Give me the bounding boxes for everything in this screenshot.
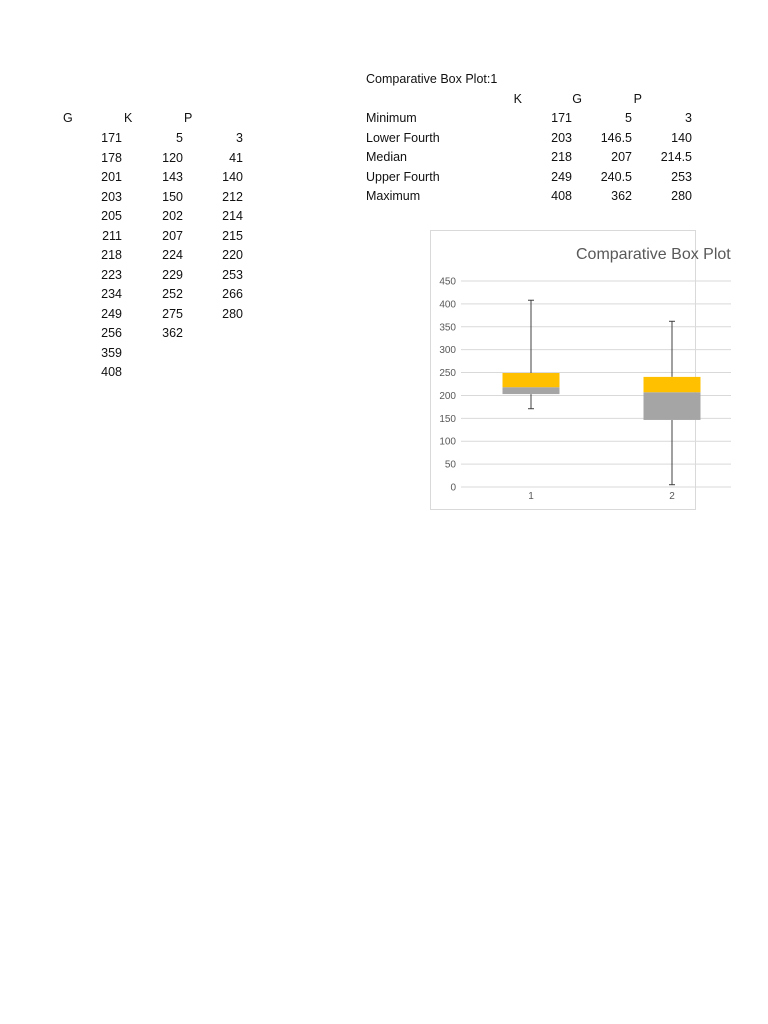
summary-row-label: Median [366, 150, 407, 164]
raw-header-g: G [63, 111, 73, 125]
raw-header-p: P [184, 111, 193, 125]
summary-value: 408 [551, 189, 572, 203]
raw-cell-p: 214 [222, 209, 243, 223]
raw-cell-g: 201 [101, 170, 122, 184]
raw-cell-g: 256 [101, 326, 122, 340]
raw-cell-k: 5 [176, 131, 183, 145]
summary-value: 214.5 [660, 150, 692, 164]
y-tick-label: 350 [439, 322, 456, 334]
raw-cell-g: 218 [101, 248, 122, 262]
summary-value: 253 [671, 169, 692, 184]
raw-cell-g: 171 [101, 131, 122, 145]
summary-row-label: Minimum [366, 111, 417, 125]
raw-header-k: K [124, 111, 133, 125]
summary-title: Comparative Box Plot:1 [366, 72, 498, 86]
summary-row-label: Upper Fourth [366, 169, 440, 184]
chart-title: Comparative Box Plot [576, 246, 731, 263]
y-tick-label: 250 [439, 368, 456, 380]
raw-cell-p: 253 [222, 267, 243, 282]
raw-cell-k: 120 [162, 150, 183, 165]
raw-cell-g: 249 [101, 306, 122, 321]
raw-cell-p: 280 [222, 306, 243, 321]
raw-cell-g: 211 [102, 228, 122, 243]
summary-value: 218 [551, 150, 572, 164]
y-tick-label: 450 [439, 276, 456, 288]
lower-box [644, 392, 701, 420]
raw-cell-k: 207 [162, 228, 183, 243]
summary-value: 171 [551, 111, 572, 125]
raw-cell-p: 140 [222, 170, 243, 184]
raw-cell-p: 3 [236, 131, 243, 145]
summary-value: 240.5 [600, 169, 632, 184]
raw-cell-g: 203 [101, 189, 122, 204]
raw-cell-p: 215 [222, 228, 243, 243]
raw-cell-g: 223 [101, 267, 122, 282]
raw-cell-g: 178 [101, 150, 122, 165]
x-category-label: 1 [528, 491, 534, 502]
y-tick-label: 150 [439, 413, 456, 425]
raw-cell-g: 234 [101, 287, 122, 301]
summary-value: 362 [611, 189, 632, 203]
summary-row-label: Lower Fourth [366, 130, 440, 145]
raw-cell-k: 224 [162, 248, 183, 262]
raw-cell-g: 408 [101, 365, 122, 379]
summary-value: 5 [625, 111, 632, 125]
y-tick-label: 400 [439, 299, 456, 311]
raw-cell-k: 362 [162, 326, 183, 340]
raw-cell-p: 41 [229, 150, 243, 165]
raw-cell-p: 212 [222, 189, 243, 204]
summary-value: 203 [551, 130, 572, 145]
x-category-label: 2 [669, 491, 675, 502]
raw-cell-k: 143 [162, 170, 183, 184]
y-tick-label: 200 [439, 390, 456, 402]
summary-value: 207 [611, 150, 632, 164]
raw-cell-g: 205 [101, 209, 122, 223]
y-tick-label: 50 [444, 459, 456, 471]
raw-cell-p: 266 [222, 287, 243, 301]
summary-header-p: P [633, 92, 642, 106]
y-tick-label: 100 [439, 436, 456, 448]
summary-value: 3 [685, 111, 692, 125]
box-plot-chart [431, 231, 731, 509]
raw-cell-g: 359 [101, 345, 122, 360]
summary-header-g: G [572, 92, 582, 106]
raw-cell-k: 252 [162, 287, 183, 301]
summary-row-label: Maximum [366, 189, 421, 203]
summary-value: 280 [671, 189, 692, 203]
summary-header-k: K [513, 92, 522, 106]
upper-box [503, 373, 560, 387]
raw-cell-k: 150 [162, 189, 183, 204]
y-tick-label: 300 [439, 345, 456, 357]
summary-value: 249 [551, 169, 572, 184]
raw-cell-k: 202 [162, 209, 183, 223]
raw-cell-k: 275 [162, 306, 183, 321]
summary-value: 146.5 [600, 130, 632, 145]
summary-value: 140 [671, 130, 692, 145]
y-tick-label: 0 [450, 482, 456, 494]
upper-box [644, 377, 701, 392]
raw-cell-p: 220 [222, 248, 243, 262]
lower-box [503, 387, 560, 394]
raw-cell-k: 229 [162, 267, 183, 282]
chart-area[interactable] [430, 230, 731, 510]
